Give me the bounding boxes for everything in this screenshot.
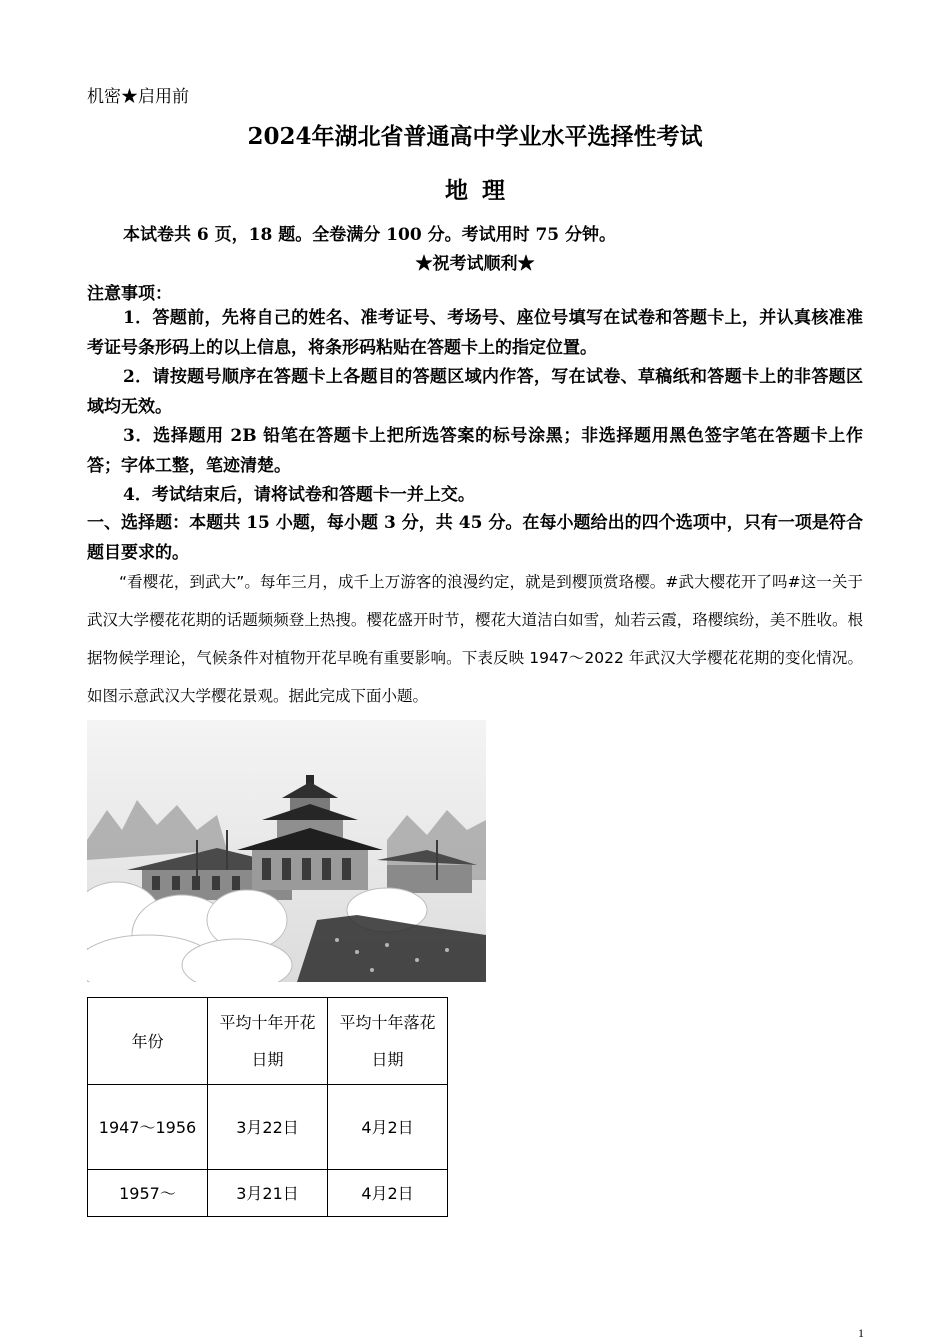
- notice-item-1: 1．答题前，先将自己的姓名、准考证号、考场号、座位号填写在试卷和答题卡上，并认真核准准考证号条形码上的以上信息，将条形码粘贴在答题卡上的指定位置。: [87, 308, 863, 358]
- notice-item-3: 3．选择题用 2B 铅笔在答题卡上把所选答案的标号涂黑；非选择题用黑色签字笔在答题卡上作答；字体工整，笔迹清楚。: [87, 426, 863, 476]
- table-cell: 1947～1956: [88, 1085, 208, 1170]
- notice-item-4: 4．考试结束后，请将试卷和答题卡一并上交。: [123, 485, 475, 505]
- table-cell: 3月21日: [208, 1170, 328, 1217]
- subject-title: 地理: [445, 177, 519, 204]
- table-header-row: [88, 998, 448, 1085]
- confidential-label: 机密★启用前: [87, 87, 189, 107]
- good-luck-line: ★祝考试顺利★: [415, 254, 535, 274]
- question-passage: “看樱花，到武大”。每年三月，成千上万游客的浪漫约定，就是到樱顶赏珞樱。#武大樱花开了吗#这一关于武汉大学樱花花期的话题频频登上热搜。樱花盛开时节，樱花大道洁白如雪，灿若云霞，珞樱缤纷，美不胜收。根据物候学理论，气候条件对植物开花早晚有重要影响。下表反映 1947～2022 年武汉大学樱花花期的变化情况。如图示意武汉大学樱花景观。据此完成下面小题。: [87, 573, 863, 705]
- table-row: [88, 1170, 448, 1217]
- exam-title: 2024年湖北省普通高中学业水平选择性考试: [247, 123, 703, 150]
- table-cell: 1957～: [88, 1170, 208, 1217]
- table-cell: 4月2日: [328, 1170, 448, 1217]
- table-header-cell: 年份: [88, 998, 208, 1085]
- notice-item-2: 2．请按题号顺序在答题卡上各题目的答题区域内作答，写在试卷、草稿纸和答题卡上的非答题区域均无效。: [87, 367, 863, 417]
- exam-info: 本试卷共 6 页，18 题。全卷满分 100 分。考试用时 75 分钟。: [123, 225, 617, 245]
- table-header-cell: 平均十年开花日期: [208, 998, 328, 1085]
- table-cell: 4月2日: [328, 1085, 448, 1170]
- notice-heading: 注意事项：: [87, 284, 172, 304]
- table-cell: 3月22日: [208, 1085, 328, 1170]
- cherry-blossom-table: [87, 997, 448, 1217]
- cherry-blossom-photo: [87, 720, 486, 982]
- table-header-cell: 平均十年落花日期: [328, 998, 448, 1085]
- table-row: [88, 1085, 448, 1170]
- page-number: 1: [858, 1326, 864, 1340]
- section-heading: 一、选择题：本题共 15 小题，每小题 3 分，共 45 分。在每小题给出的四个选项中，只有一项是符合题目要求的。: [87, 513, 863, 563]
